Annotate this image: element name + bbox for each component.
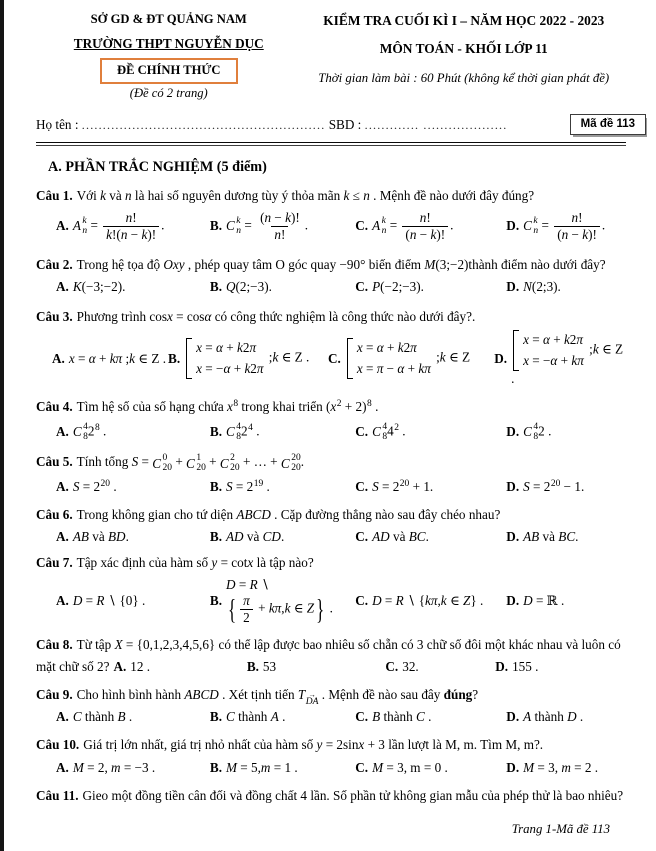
official-exam-box: ĐỀ CHÍNH THỨC — [100, 58, 238, 84]
department-name: SỞ GD & ĐT QUẢNG NAM — [90, 12, 247, 26]
option-c: C. x = α + k2π x = π − α + kπ ;k ∈ Z — [328, 338, 494, 379]
question-number: Câu 2. — [36, 256, 73, 272]
question-1-options — [36, 210, 626, 243]
option-b: B. C k n = $\frac{(n - k)!}{n!}$ . — [209, 210, 309, 242]
option-b: B. AD và CD. — [209, 528, 285, 544]
question-number: Câu 9. — [36, 686, 73, 702]
question-10 — [36, 735, 626, 775]
question-7 — [36, 553, 626, 626]
option-a: A. M = 2, m = −3 . — [56, 759, 156, 775]
question-8-text-continued: mặt chữ số 2? — [36, 658, 110, 674]
option-d: D. C k n = $\frac{n!}{(n - k)!}$ . — [506, 210, 606, 242]
question-number: Câu 7. — [36, 554, 73, 570]
sbd-dots: ............. .................... — [364, 117, 508, 132]
option-b: B. C thành A . — [209, 709, 286, 725]
option-d: D. x = α + k2π x = −α + kπ ;k ∈ Z . — [494, 332, 624, 387]
question-4-text: Câu 4. Tìm hệ số của số hạng chứa $x^8$ trong khai triển $(x^2 + 2)^8$ . — [36, 399, 379, 415]
divider-rule — [36, 142, 626, 146]
full-name-label: Họ tên : — [36, 116, 79, 132]
option-b: B. Q(2;−3). — [209, 278, 272, 294]
question-8 — [36, 635, 626, 674]
option-c: C. P(−2;−3). — [355, 278, 424, 294]
question-number: Câu 1. — [36, 188, 73, 203]
option-a: A. A k n = $\frac{n!}{k!(n - k)!}$ . — [56, 210, 165, 242]
question-8-options — [36, 659, 626, 675]
question-3 — [36, 307, 626, 387]
exam-code-badge: Mã đề 113 — [570, 114, 646, 135]
option-c: C. M = 3, m = 0 . — [355, 759, 448, 775]
pages-note: (Đề có 2 trang) — [129, 86, 208, 100]
question-number: Câu 4. — [36, 399, 73, 415]
question-4 — [36, 397, 626, 442]
question-4-options — [36, 422, 626, 443]
question-7-text: Câu 7. Tập xác định của hàm số y = cotx là tập nào? — [36, 554, 314, 570]
option-a: A. C thành B . — [56, 709, 133, 725]
option-c: C. $S = 2^{20} + 1$. — [355, 478, 434, 494]
option-b: B. D = R ∖ { $\frac{\pi}{2}$ + kπ,k ∈ Z } . — [209, 576, 333, 626]
question-10-text: Câu 10. Giá trị lớn nhất, giá trị nhỏ nhất của hàm số y = 2sinx + 3 lần lượt là M, m. Tìm M, m?. — [36, 737, 544, 753]
question-3-options — [36, 330, 626, 387]
question-5 — [36, 452, 626, 494]
option-a: A. D = R ∖ {0} . — [56, 593, 146, 609]
question-8-text: Câu 8. Từ tập X = {0,1,2,3,4,5,6} có thể lập được bao nhiêu số chẵn có 3 chữ số đôi một khác nhau và luôn có — [36, 637, 621, 653]
student-info-row — [36, 114, 635, 135]
option-c: C. D = R ∖ {kπ,k ∈ Z} . — [355, 593, 484, 609]
option-b: B. C 4 8 $2^4$ . — [209, 421, 260, 443]
option-d: D. C 4 8 2 . — [506, 421, 552, 443]
question-10-options — [36, 760, 626, 776]
sbd-label: SBD : — [328, 116, 362, 132]
subject-title: MÔN TOÁN - KHỐI LỚP 11 — [379, 41, 548, 56]
question-number: Câu 10. — [36, 737, 80, 753]
question-6 — [36, 505, 626, 545]
question-1-text: Câu 1. Với k và n là hai số nguyên dương tùy ý thỏa mãn k ≤ n . Mệnh đề nào dưới đây đúng? — [36, 188, 535, 203]
option-d: D. 155 . — [495, 658, 539, 674]
question-3-text: Câu 3. Phương trình cosx = cosα có công thức nghiệm là công thức nào dưới đây?. — [36, 308, 476, 324]
header — [36, 12, 626, 101]
option-a: A. x = α + kπ ;k ∈ Z . — [52, 350, 166, 366]
option-d: D. A thành D . — [506, 709, 584, 725]
question-number: Câu 3. — [36, 308, 73, 324]
question-5-text: Câu 5. Tính tổng S = C 0 20 + C 1 20 + C 2 20 + … + C 20 20 . — [36, 453, 305, 474]
question-6-options — [36, 529, 626, 545]
option-d: D. M = 3, m = 2 . — [506, 759, 599, 775]
question-1 — [36, 186, 626, 243]
school-name: TRƯỜNG THPT NGUYỄN DỤC — [73, 36, 264, 51]
option-c: C. AD và BC. — [355, 528, 429, 544]
option-d: D. N(2;3). — [506, 278, 561, 294]
section-heading: A. PHẦN TRẮC NGHIỆM (5 điểm) — [48, 159, 267, 175]
option-b: B. x = α + k2π x = −α + k2π ;k ∈ Z . — [168, 338, 328, 379]
header-left — [36, 12, 302, 101]
option-c: C. C 4 8 $4^2$ . — [355, 421, 406, 443]
option-c: C. B thành C . — [355, 709, 432, 725]
question-number: Câu 8. — [36, 637, 73, 653]
option-a: A. K(−3;−2). — [56, 278, 126, 294]
question-11-text: Câu 11. Gieo một đồng tiền cân đối và đồng chất 4 lần. Số phần tử không gian mẫu của phép thử là bao nhiêu? — [36, 787, 624, 803]
question-number: Câu 5. — [36, 454, 73, 470]
option-a: A. C 4 8 $2^8$ . — [56, 421, 107, 443]
option-b: B. M = 5,m = 1 . — [209, 759, 298, 775]
question-9 — [36, 685, 626, 726]
name-line — [36, 117, 570, 133]
option-b: B. 53 — [246, 658, 277, 674]
question-2-text: Câu 2. Trong hệ tọa độ Oxy , phép quay tâm O góc quay −90° biến điểm M(3;−2)thành điểm nào dưới đây? — [36, 256, 606, 272]
option-d: D. AB và BC. — [506, 528, 579, 544]
question-9-text: Câu 9. Cho hình bình hành ABCD . Xét tịnh tiến T $_{\to DA}$ . Mệnh đề nào sau đây đúng? — [36, 686, 479, 708]
question-2-options — [36, 279, 626, 295]
option-a: A. 12 . — [113, 658, 151, 674]
exam-title: KIỂM TRA CUỐI KÌ I – NĂM HỌC 2022 - 2023 — [323, 13, 605, 28]
question-9-options — [36, 709, 626, 725]
question-2 — [36, 255, 626, 295]
name-dots: .......................................................... — [81, 117, 326, 132]
scan-edge — [0, 0, 4, 851]
question-7-options — [36, 577, 626, 626]
question-5-options — [36, 479, 626, 495]
question-number: Câu 11. — [36, 787, 79, 803]
question-number: Câu 6. — [36, 506, 73, 522]
duration-note: Thời gian làm bài : 60 Phút (không kể thời gian phát đề) — [318, 71, 610, 85]
option-c: C. 32. — [385, 658, 419, 674]
question-6-text: Câu 6. Trong không gian cho tứ diện ABCD . Cặp đường thẳng nào sau đây chéo nhau? — [36, 506, 501, 522]
header-right — [302, 12, 627, 101]
option-c: C. A k n = $\frac{n!}{(n - k)!}$ . — [355, 210, 454, 242]
page-footer: Trang 1-Mã đề 113 — [511, 822, 610, 836]
option-b: B. $S = 2^{19}$ . — [209, 478, 270, 494]
option-a: A. AB và BD. — [56, 528, 129, 544]
option-a: A. $S = 2^{20}$ . — [56, 478, 117, 494]
question-11 — [36, 786, 626, 805]
option-d: D. D = ℝ . — [506, 593, 565, 609]
option-d: D. $S = 2^{20} - 1$. — [506, 478, 585, 494]
